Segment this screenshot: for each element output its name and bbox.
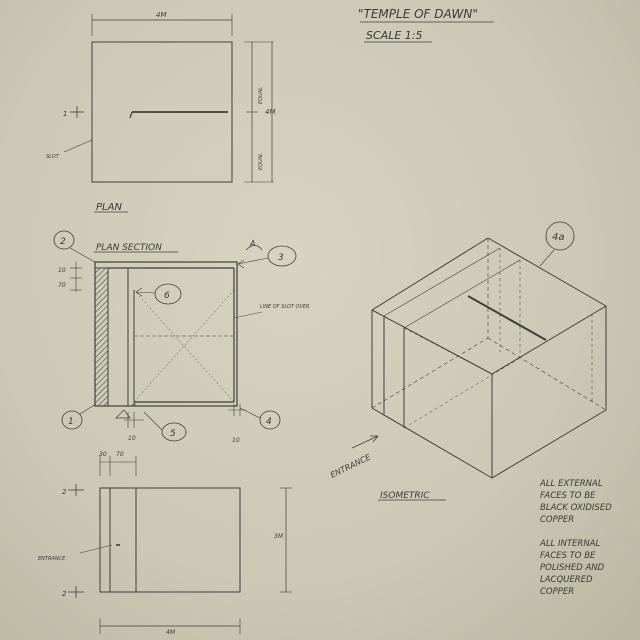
plan-dim-note-lower: EQUAL [258,153,264,170]
iso-hidden-7 [404,328,492,374]
elevation-height-dim-text: 3M [274,533,283,540]
callout-6 [136,284,181,304]
section-hatched-wall [95,268,108,406]
elevation-section-mark-top: 2 [62,488,67,496]
section-dim-top-b: 70 [58,282,66,289]
iso-hidden-2 [372,338,488,408]
iso-top-front-right [492,306,606,374]
callout-2-label: 2 [60,237,66,247]
note-external: ALL EXTERNAL FACES TO BE BLACK OXIDISED COPPER [540,479,612,525]
callout-5 [144,412,186,441]
section-dim-bottom-right-text: 10 [232,437,240,444]
plan-section-view [54,231,296,441]
section-dim-top-a: 10 [58,267,66,274]
section-slot-leader [234,312,262,318]
plan-label: PLAN [96,202,122,213]
plan-view [64,14,274,182]
section-marker-a-bottom: A [132,401,137,408]
elevation-view [68,456,292,634]
iso-slot [468,296,546,340]
section-diagonal-2 [134,290,234,402]
callout-3-label: 3 [278,253,284,263]
iso-bottom-left [372,408,492,478]
plan-dim-note-upper: EQUAL [258,87,264,104]
iso-callout-4a-leader [540,250,554,266]
iso-bottom-right [492,410,606,478]
section-dim-bottom-left-text: 10 [128,435,136,442]
note-internal: ALL INTERNAL FACES TO BE POLISHED AND LACQUERED COPPER [540,539,605,597]
plan-height-dim: 4M [265,108,276,116]
elevation-section-mark-bottom: 2 [62,590,67,598]
elevation-dim-b: 70 [116,451,124,458]
plan-width-dim: 4M [156,11,167,19]
iso-top-back-right [488,238,606,306]
iso-hidden-5 [404,358,520,428]
callout-5-label: 5 [170,429,176,439]
elevation-entrance-leader [80,545,112,553]
plan-section-mark-1: 1 [63,110,68,118]
isometric-callout-label: 4a [552,232,565,243]
drawing-title: "TEMPLE OF DAWN" [358,7,478,21]
plan-section-label: PLAN SECTION [96,243,162,253]
iso-entrance-arrow [352,436,378,448]
callout-1-label: 1 [68,417,74,427]
section-marker-a-top: A [250,239,256,248]
elevation-entrance-label: ENTRANCE [38,556,66,562]
callout-4-label: 4 [266,417,272,427]
plan-slot-tick [130,112,132,118]
isometric-entrance-label: ENTRANCE [328,452,373,480]
section-diagonal-1 [134,290,234,402]
section-outer-wall [95,262,237,406]
elevation-outline [100,488,240,592]
elevation-dim-a: 30 [99,451,107,458]
plan-slot-leader [64,140,92,152]
iso-top-back-left [372,238,488,310]
section-line-of-slot-note: LINE OF SLOT OVER [260,304,310,310]
isometric-label: ISOMETRIC [380,491,430,501]
callout-4 [240,408,280,429]
iso-hidden-3 [488,338,606,410]
elevation-width-dim-text: 4M [166,629,175,636]
callout-6-label: 6 [164,291,170,301]
drawing-scale: SCALE 1:5 [366,29,423,42]
plan-slot-label: SLOT [46,154,59,160]
